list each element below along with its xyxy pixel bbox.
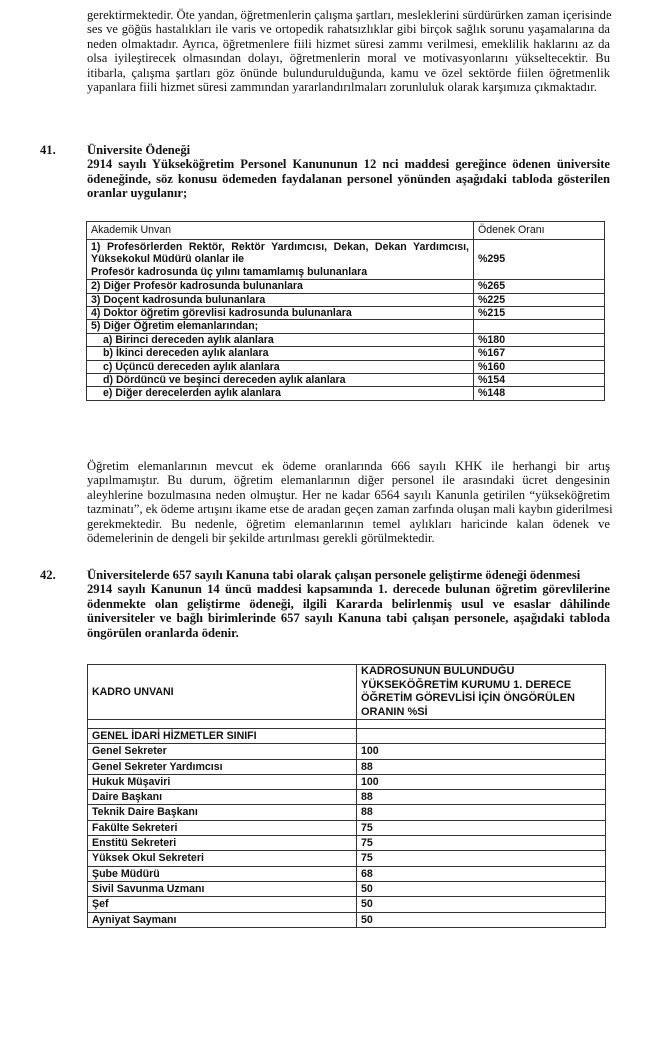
table-row <box>87 347 605 360</box>
row-label: 5) Diğer Öğretim elemanlarından; <box>87 320 474 333</box>
label-line: 1) Profesörlerden Rektör, Rektör Yardımcısı, Dekan, Dekan Yardımcısı, <box>91 241 469 253</box>
row-label: Teknik Daire Başkanı <box>88 805 357 820</box>
row-label: Genel Sekreter Yardımcısı <box>88 759 357 774</box>
row-label: Hukuk Müşaviri <box>88 774 357 789</box>
text-line: oranlar uygulanır; <box>87 186 188 201</box>
section-number: 41. <box>40 143 56 157</box>
section-number: 42. <box>40 568 56 582</box>
row-value: 50 <box>357 881 606 896</box>
intro-paragraph <box>87 8 610 94</box>
text-line: olsa iyileştirecek olmasından dolayı, öğretmenlerin moral ve motivasyonlarını yükseltecektir. Bu <box>87 51 610 66</box>
row-value: %160 <box>474 360 605 373</box>
row-value: %167 <box>474 347 605 360</box>
row-label: Enstitü Sekreteri <box>88 836 357 851</box>
row-label: e) Diğer derecelerden aylık alanlara <box>87 387 474 400</box>
section-title: Üniversite Ödeneği <box>87 143 191 157</box>
empty-cell <box>88 720 357 729</box>
row-label: Sivil Savunma Uzmanı <box>88 881 357 896</box>
column-header: Ödenek Oranı <box>474 222 605 240</box>
table-row <box>88 866 606 881</box>
text-line: yapılmamıştır. Bu durum, öğretim elemanlarının diğer personel ile arasındaki ücret dengesinin <box>87 473 610 488</box>
section-41-heading <box>87 143 610 201</box>
group-label: GENEL İDARİ HİZMETLER SINIFI <box>88 729 357 744</box>
row-value: %180 <box>474 333 605 346</box>
section-42-heading <box>87 568 610 640</box>
row-value: 75 <box>357 836 606 851</box>
table-row <box>87 374 605 387</box>
text-line: öngörülen oranlarda ödenir. <box>87 625 239 640</box>
text-line: neden olmaktadır. Ayrıca, öğretmenlere fiili hizmet süresi zammı verilmesi, emeklilik haklarını az da <box>87 36 610 51</box>
row-label: 4) Doktor öğretim görevlisi kadrosunda bulunanlara <box>87 307 474 320</box>
text-line: tazminatı”, ek ödeme artışını ikame etse de aradan geçen zaman zarfında oluşan mali kaybın giderilmesi <box>87 502 613 517</box>
row-value: %295 <box>474 240 605 280</box>
row-label: d) Dördüncü ve beşinci dereceden aylık alanlara <box>87 374 474 387</box>
row-label: Şube Müdürü <box>88 866 357 881</box>
row-label: Daire Başkanı <box>88 790 357 805</box>
column-header: KADROSUNUN BULUNDUĞU YÜKSEKÖĞRETİM KURUMU 1. DERECE ÖĞRETİM GÖREVLİSİ İÇİN ÖNGÖRÜLEN ORANIN %Sİ <box>357 665 606 720</box>
text-line: yapanlara fiili hizmet süresi zammından yararlandırılmaları zorunluluk olarak karşımıza çıkmaktadır. <box>87 80 597 95</box>
table-row <box>88 759 606 774</box>
text-line: ödeneğinde, söz konusu ödemeden faydalanan personel yönünden aşağıdaki tabloda gösterilen <box>87 171 610 186</box>
table-row <box>87 333 605 346</box>
column-header: KADRO UNVANI <box>88 665 357 720</box>
row-label: b) İkinci dereceden aylık alanlara <box>87 347 474 360</box>
text-line: 2914 sayılı Kanunun 14 üncü maddesi kapsamında 1. derecede bulunan öğretim görevlilerine <box>87 582 610 597</box>
empty-cell <box>357 729 606 744</box>
empty-cell <box>357 720 606 729</box>
row-value: 100 <box>357 774 606 789</box>
table-row <box>87 387 605 400</box>
text-line: gerektirmektedir. Öte yandan, öğretmenlerin çalışma şartları, mesleklerini sürdürürken zaman içerisinde <box>87 8 612 22</box>
row-value: 88 <box>357 790 606 805</box>
academic-allowance-table <box>86 221 605 401</box>
table-row <box>88 881 606 896</box>
row-label: Fakülte Sekreteri <box>88 820 357 835</box>
text-line: ses ve göğüs hastalıkları ile varis ve ortopedik rahatsızlıklar gibi birçok sağlık sorunu yaşamalarına da <box>87 22 610 37</box>
table-row <box>88 805 606 820</box>
row-value: 50 <box>357 912 606 927</box>
row-value <box>474 320 605 333</box>
section-41-commentary <box>87 459 613 546</box>
row-value: %225 <box>474 293 605 306</box>
table-row <box>88 790 606 805</box>
row-value: 100 <box>357 744 606 759</box>
text-line: gerekmektedir. Bu nedenle, öğretim elemanlarının temel aylıkları haricinde kalan ödenek ve <box>87 516 610 531</box>
development-allowance-table <box>87 664 606 928</box>
table-header-row <box>87 222 605 240</box>
table-header-row <box>88 665 606 720</box>
label-line: Profesör kadrosunda üç yılını tamamlamış bulunanlara <box>91 265 368 278</box>
row-label: 3) Doçent kadrosunda bulunanlara <box>87 293 474 306</box>
table-row <box>88 912 606 927</box>
table-row <box>88 774 606 789</box>
row-value: %215 <box>474 307 605 320</box>
table-row <box>87 360 605 373</box>
text-line: aleyhlerine bozulmasına neden olmuştur. Her ne kadar 6564 sayılı Kanunla getirilen “yükseköğretim <box>87 487 610 502</box>
row-value: %148 <box>474 387 605 400</box>
row-value: %154 <box>474 374 605 387</box>
text-line: ödemelerinin de dengeli bir şekilde artırılması gerekli görülmektedir. <box>87 531 435 546</box>
row-label: Yüksek Okul Sekreteri <box>88 851 357 866</box>
row-value: 68 <box>357 866 606 881</box>
table-row <box>87 307 605 320</box>
row-value: 88 <box>357 759 606 774</box>
column-header: Akademik Unvan <box>87 222 474 240</box>
table-row <box>87 293 605 306</box>
row-value: %265 <box>474 280 605 293</box>
table-row <box>88 897 606 912</box>
row-label: Genel Sekreter <box>88 744 357 759</box>
table-row <box>88 836 606 851</box>
row-value: 88 <box>357 805 606 820</box>
empty-row <box>88 720 606 729</box>
row-label: c) Üçüncü dereceden aylık alanlara <box>87 360 474 373</box>
row-value: 75 <box>357 820 606 835</box>
table-row <box>88 851 606 866</box>
section-title: Üniversitelerde 657 sayılı Kanuna tabi olarak çalışan personele geliştirme ödeneği ödenmesi <box>87 568 581 582</box>
text-line: ödenmekte olan geliştirme ödeneği, ilgili Kararda belirlenmiş usul ve esaslar dâhilinde <box>87 596 610 611</box>
row-label: a) Birinci dereceden aylık alanlara <box>87 333 474 346</box>
text-line: Öğretim elemanlarının mevcut ek ödeme oranlarında 666 sayılı KHK ile herhangi bir artış <box>87 459 610 473</box>
table-row <box>87 240 605 280</box>
table-row <box>88 744 606 759</box>
row-value: 50 <box>357 897 606 912</box>
row-label <box>87 240 474 280</box>
row-value: 75 <box>357 851 606 866</box>
table-row <box>87 320 605 333</box>
row-label: Ayniyat Saymanı <box>88 912 357 927</box>
row-label: Şef <box>88 897 357 912</box>
table-row <box>87 280 605 293</box>
label-line: Yüksekokul Müdürü olanlar ile <box>91 253 245 266</box>
row-label: 2) Diğer Profesör kadrosunda bulunanlara <box>87 280 474 293</box>
text-line: 2914 sayılı Yükseköğretim Personel Kanununun 12 nci maddesi gereğince ödenen üniversite <box>87 157 610 172</box>
table-row <box>88 820 606 835</box>
text-line: itibarla, çalışma şartları göz önünde bulundurulduğunda, kamu ve özel sektörde fiilen öğretmenlik <box>87 65 610 80</box>
group-row <box>88 729 606 744</box>
text-line: üniversiteler ve bağlı birimlerinde 657 sayılı Kanuna tabi çalışan personele, aşağıdaki tabloda <box>87 611 610 626</box>
